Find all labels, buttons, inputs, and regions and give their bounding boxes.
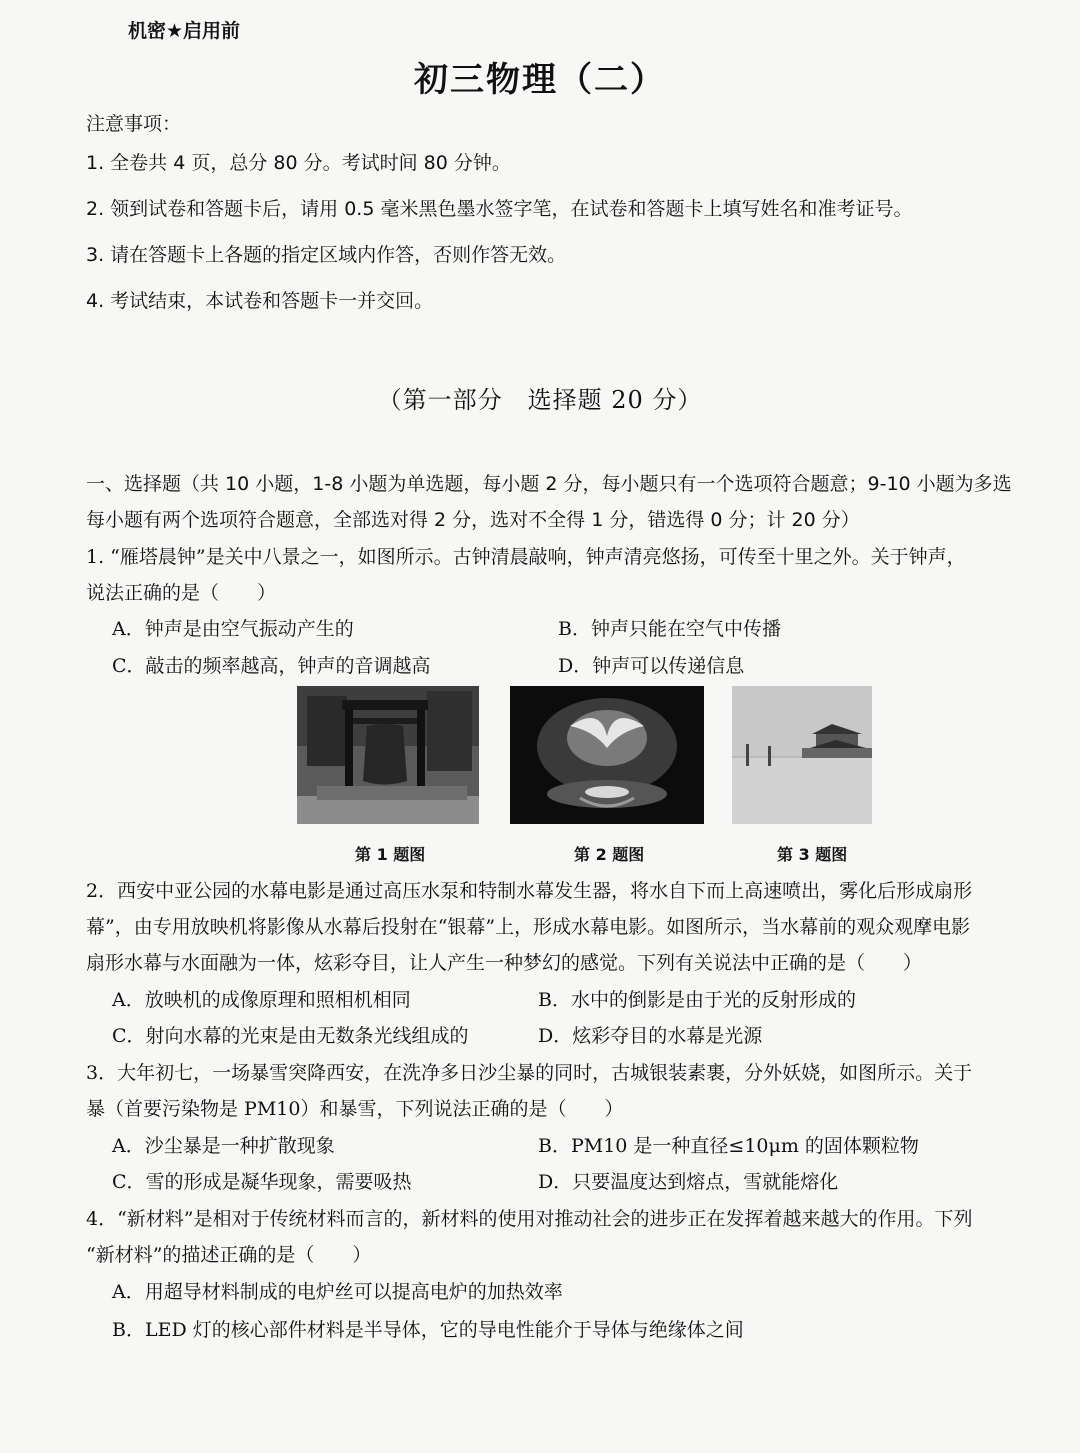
part-intro-line: 每小题有两个选项符合题意，全部选对得 2 分，选对不全得 1 分，错选得 0 分；计 20 分） xyxy=(86,509,860,531)
question-2-option-d: D．炫彩夺目的水幕是光源 xyxy=(538,1025,763,1047)
question-1-option-b: B．钟声只能在空气中传播 xyxy=(558,618,781,640)
question-2-stem: 2．西安中亚公园的水幕电影是通过高压水泵和特制水幕发生器，将水自下而上高速喷出，雾化后形成扇形 xyxy=(86,880,973,902)
question-1-stem: 1. “雁塔晨钟”是关中八景之一，如图所示。古钟清晨敲响，钟声清亮悠扬，可传至十里之外。关于钟声， xyxy=(86,546,966,568)
section-title: （第一部分 选择题 20 分） xyxy=(377,386,703,414)
question-4-stem: 4．“新材料”是相对于传统材料而言的，新材料的使用对推动社会的进步正在发挥着越来越大的作用。下列 xyxy=(86,1208,973,1230)
notice-heading: 注意事项： xyxy=(86,113,182,135)
part-intro-line: 一、选择题（共 10 小题，1-8 小题为单选题，每小题 2 分，每小题只有一个选项符合题意；9-10 小题为多选 xyxy=(86,473,1012,495)
question-3-stem: 3．大年初七，一场暴雪突降西安，在洗净多日沙尘暴的同时，古城银装素裹，分外妖娆，如图所示。关于 xyxy=(86,1062,973,1084)
question-2-option-b: B．水中的倒影是由于光的反射形成的 xyxy=(538,989,856,1011)
page-title: 初三物理（二） xyxy=(414,60,666,100)
figure-3-snow-city-photo xyxy=(732,686,872,824)
confidential-mark: 机密★启用前 xyxy=(128,20,241,42)
question-3-option-c: C．雪的形成是凝华现象，需要吸热 xyxy=(112,1171,412,1193)
question-1-option-a: A．钟声是由空气振动产生的 xyxy=(112,618,354,640)
notice-item: 1. 全卷共 4 页，总分 80 分。考试时间 80 分钟。 xyxy=(86,152,511,174)
question-1-stem: 说法正确的是（ ） xyxy=(86,582,277,604)
question-3-option-d: D．只要温度达到熔点，雪就能熔化 xyxy=(538,1171,839,1193)
question-3-option-a: A．沙尘暴是一种扩散现象 xyxy=(112,1135,335,1157)
question-2-option-a: A．放映机的成像原理和照相机相同 xyxy=(112,989,411,1011)
question-2-stem: 扇形水幕与水面融为一体，炫彩夺目，让人产生一种梦幻的感觉。下列有关说法中正确的是（ ） xyxy=(86,952,923,974)
figure-3-caption: 第 3 题图 xyxy=(777,845,848,864)
question-4-stem: “新材料”的描述正确的是（ ） xyxy=(86,1244,372,1266)
figure-2-caption: 第 2 题图 xyxy=(574,845,645,864)
question-4-option-a: A．用超导材料制成的电炉丝可以提高电炉的加热效率 xyxy=(112,1281,563,1303)
question-2-option-c: C．射向水幕的光束是由无数条光线组成的 xyxy=(112,1025,469,1047)
notice-item: 2. 领到试卷和答题卡后，请用 0.5 毫米黑色墨水签字笔，在试卷和答题卡上填写姓名和准考证号。 xyxy=(86,198,913,220)
question-1-option-c: C．敲击的频率越高，钟声的音调越高 xyxy=(112,655,431,677)
question-2-stem: 幕”，由专用放映机将影像从水幕后投射在“银幕”上，形成水幕电影。如图所示，当水幕前的观众观摩电影 xyxy=(86,916,971,938)
figure-2-water-screen-photo xyxy=(510,686,704,824)
notice-item: 3. 请在答题卡上各题的指定区域内作答，否则作答无效。 xyxy=(86,244,567,266)
question-4-option-b: B．LED 灯的核心部件材料是半导体，它的导电性能介于导体与绝缘体之间 xyxy=(112,1319,744,1341)
notice-item: 4. 考试结束，本试卷和答题卡一并交回。 xyxy=(86,290,434,312)
question-1-option-d: D．钟声可以传递信息 xyxy=(558,655,745,677)
figure-1-bell-tower-photo xyxy=(297,686,479,824)
question-3-option-b: B．PM10 是一种直径≤10μm 的固体颗粒物 xyxy=(538,1135,919,1157)
question-3-stem: 暴（首要污染物是 PM10）和暴雪，下列说法正确的是（ ） xyxy=(86,1098,624,1120)
figure-1-caption: 第 1 题图 xyxy=(355,845,426,864)
